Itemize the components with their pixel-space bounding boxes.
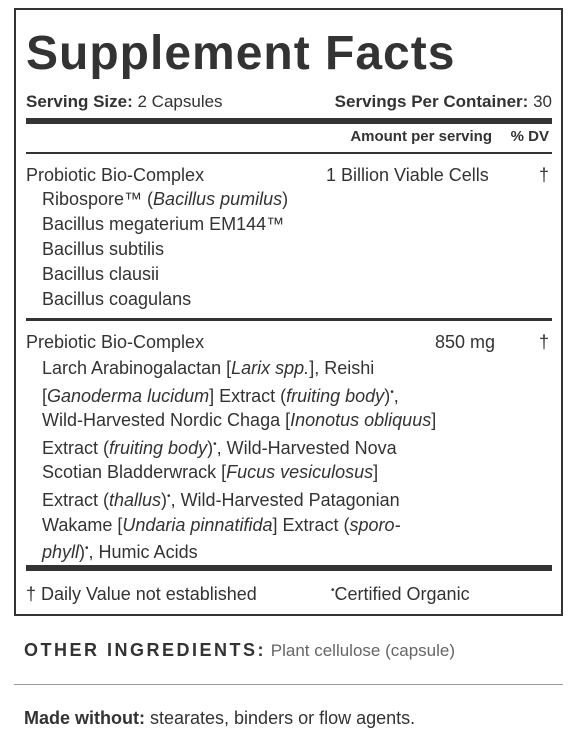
divider-thin [26,152,552,154]
organic-footnote: •Certified Organic [331,584,470,604]
servings-per-container: Servings Per Container: 30 [334,92,552,111]
made-without [24,709,415,727]
dv-footnote: † Daily Value not established [26,584,257,604]
prebiotic-row [26,333,552,351]
prebiotic-amount: 850 mg [435,332,496,352]
dv-header: % DV [510,128,549,145]
prebiotic-ingredient-text: Larch Arabinogalactan [Larix spp.], Reishi [Ganoderma lucidum] Extract (fruiting body)•, Wild-Harvested Nordic Chaga [Inonotus obliquus] Extract (fruiting body)•, Wild-Harvested Nova Scotian Bladderwrack [Fucus vesiculosus] Extract (thallus)•, Wild-Harvested Patagonian Wakame [Undaria pinnatifida] Extract (sporo- phyll)•, Humic Acids [42,358,437,563]
other-ingredients-value: Plant cellulose (capsule) [270,641,456,660]
ingredient-subtilis: Bacillus subtilis [42,239,165,259]
probiotic-amount: 1 Billion Viable Cells [326,165,489,185]
probiotic-row [26,166,552,184]
other-ingredients-label: OTHER INGREDIENTS: [24,640,267,660]
made-without-value: stearates, binders or flow agents. [150,708,416,728]
amount-per-serving-header: Amount per serving [350,128,492,145]
ingredient-clausii: Bacillus clausii [42,264,160,284]
serving-info [26,93,552,110]
prebiotic-name: Prebiotic Bio-Complex [26,332,205,352]
serving-size: Serving Size: 2 Capsules [26,92,223,111]
panel-title: Supplement Facts [26,27,456,80]
divider-thick-bottom [26,565,552,571]
prebiotic-dv: † [538,332,549,352]
supplement-facts-panel [14,8,563,616]
divider-medium [26,318,552,321]
probiotic-ingredient-list [42,187,288,312]
made-without-label: Made without: [24,708,145,728]
ingredient-megaterium: Bacillus megaterium EM144™ [42,214,285,234]
divider-thick [26,118,552,124]
probiotic-name: Probiotic Bio-Complex [26,165,205,185]
other-ingredients [24,641,455,659]
section-separator [14,684,563,685]
ingredient-coagulans: Bacillus coagulans [42,289,192,309]
footnotes [26,585,552,603]
probiotic-dv: † [538,165,549,185]
ingredient-ribospore: Ribospore™ (Bacillus pumilus) [42,189,289,209]
